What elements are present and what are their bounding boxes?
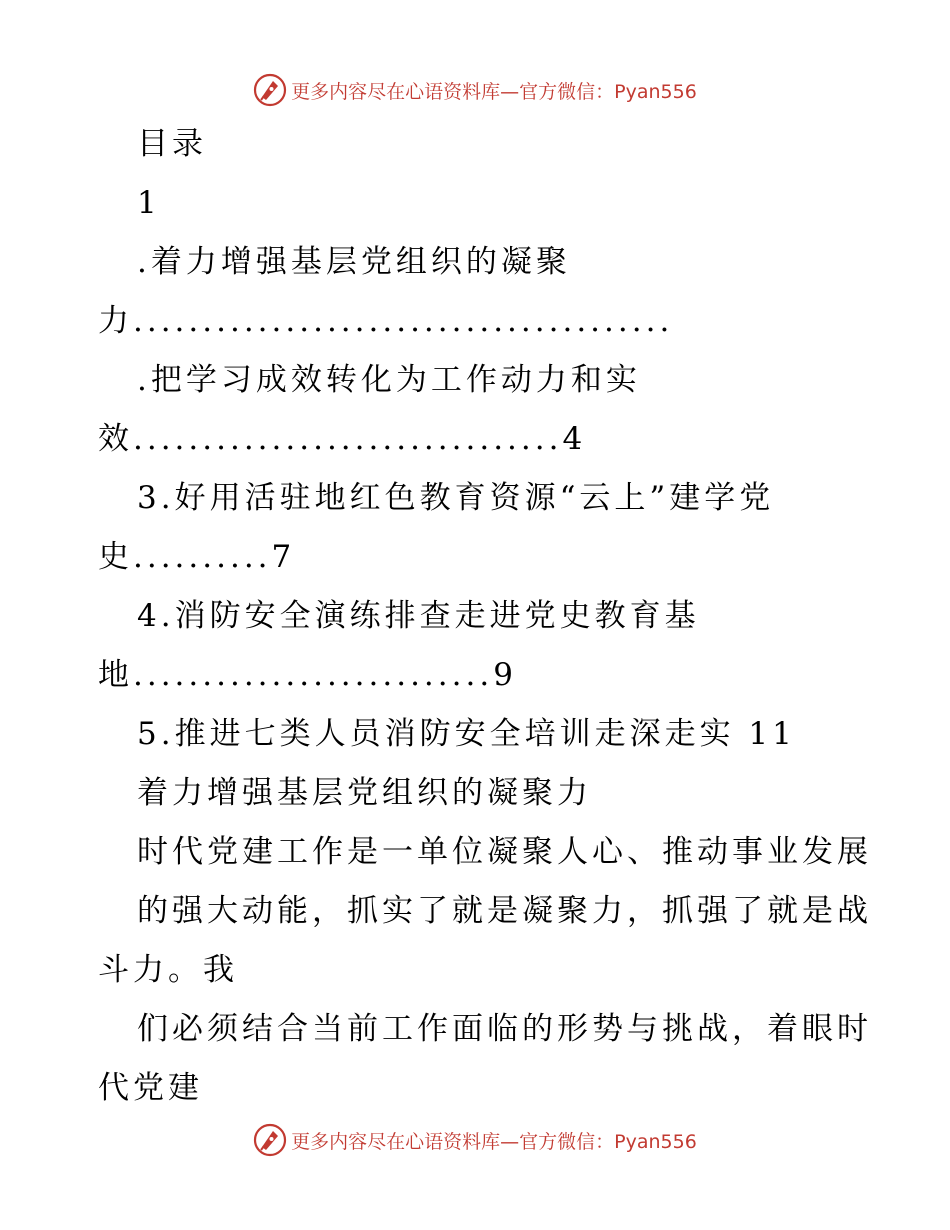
document-body: [0, 115, 950, 1118]
toc-entry-2: .把学习成效转化为工作动力和实: [137, 362, 641, 398]
watermark-banner-top: [0, 70, 950, 110]
watermark-text: 更多内容尽在心语资料库—官方微信：Pyan556: [291, 1130, 697, 1153]
toc-entry-1: .着力增强基层党组织的凝聚: [137, 244, 571, 280]
paragraph-line: 代党建: [98, 1070, 203, 1106]
toc-entry-3: 3.好用活驻地红色教育资源“云上”建学党: [137, 480, 775, 516]
toc-entry-2-leader: 效...............................4: [98, 421, 587, 457]
paragraph-line: 的强大动能，抓实了就是凝聚力，抓强了就是战: [137, 893, 872, 929]
watermark-text: 更多内容尽在心语资料库—官方微信：Pyan556: [291, 80, 697, 103]
pen-nib-logo-icon: [253, 73, 287, 107]
watermark-banner-bottom: [0, 1120, 950, 1160]
toc-title: 目录: [137, 126, 207, 162]
toc-entry-1-leader: 力.......................................: [98, 303, 674, 339]
toc-entry-4-leader: 地..........................9: [98, 657, 517, 693]
toc-entry-3-leader: 史..........7: [98, 539, 296, 575]
pen-nib-logo-icon: [253, 1123, 287, 1157]
toc-number: 1: [137, 185, 161, 221]
paragraph-line: 斗力。我: [98, 952, 238, 988]
toc-entry-4: 4.消防安全演练排查走进党史教育基: [137, 598, 700, 634]
section-heading: 着力增强基层党组织的凝聚力: [137, 775, 592, 811]
toc-entry-5: 5.推进七类人员消防安全培训走深走实 11: [137, 716, 796, 752]
paragraph-line: 时代党建工作是一单位凝聚人心、推动事业发展: [137, 834, 872, 870]
paragraph-line: 们必须结合当前工作面临的形势与挑战，着眼时: [137, 1011, 872, 1047]
